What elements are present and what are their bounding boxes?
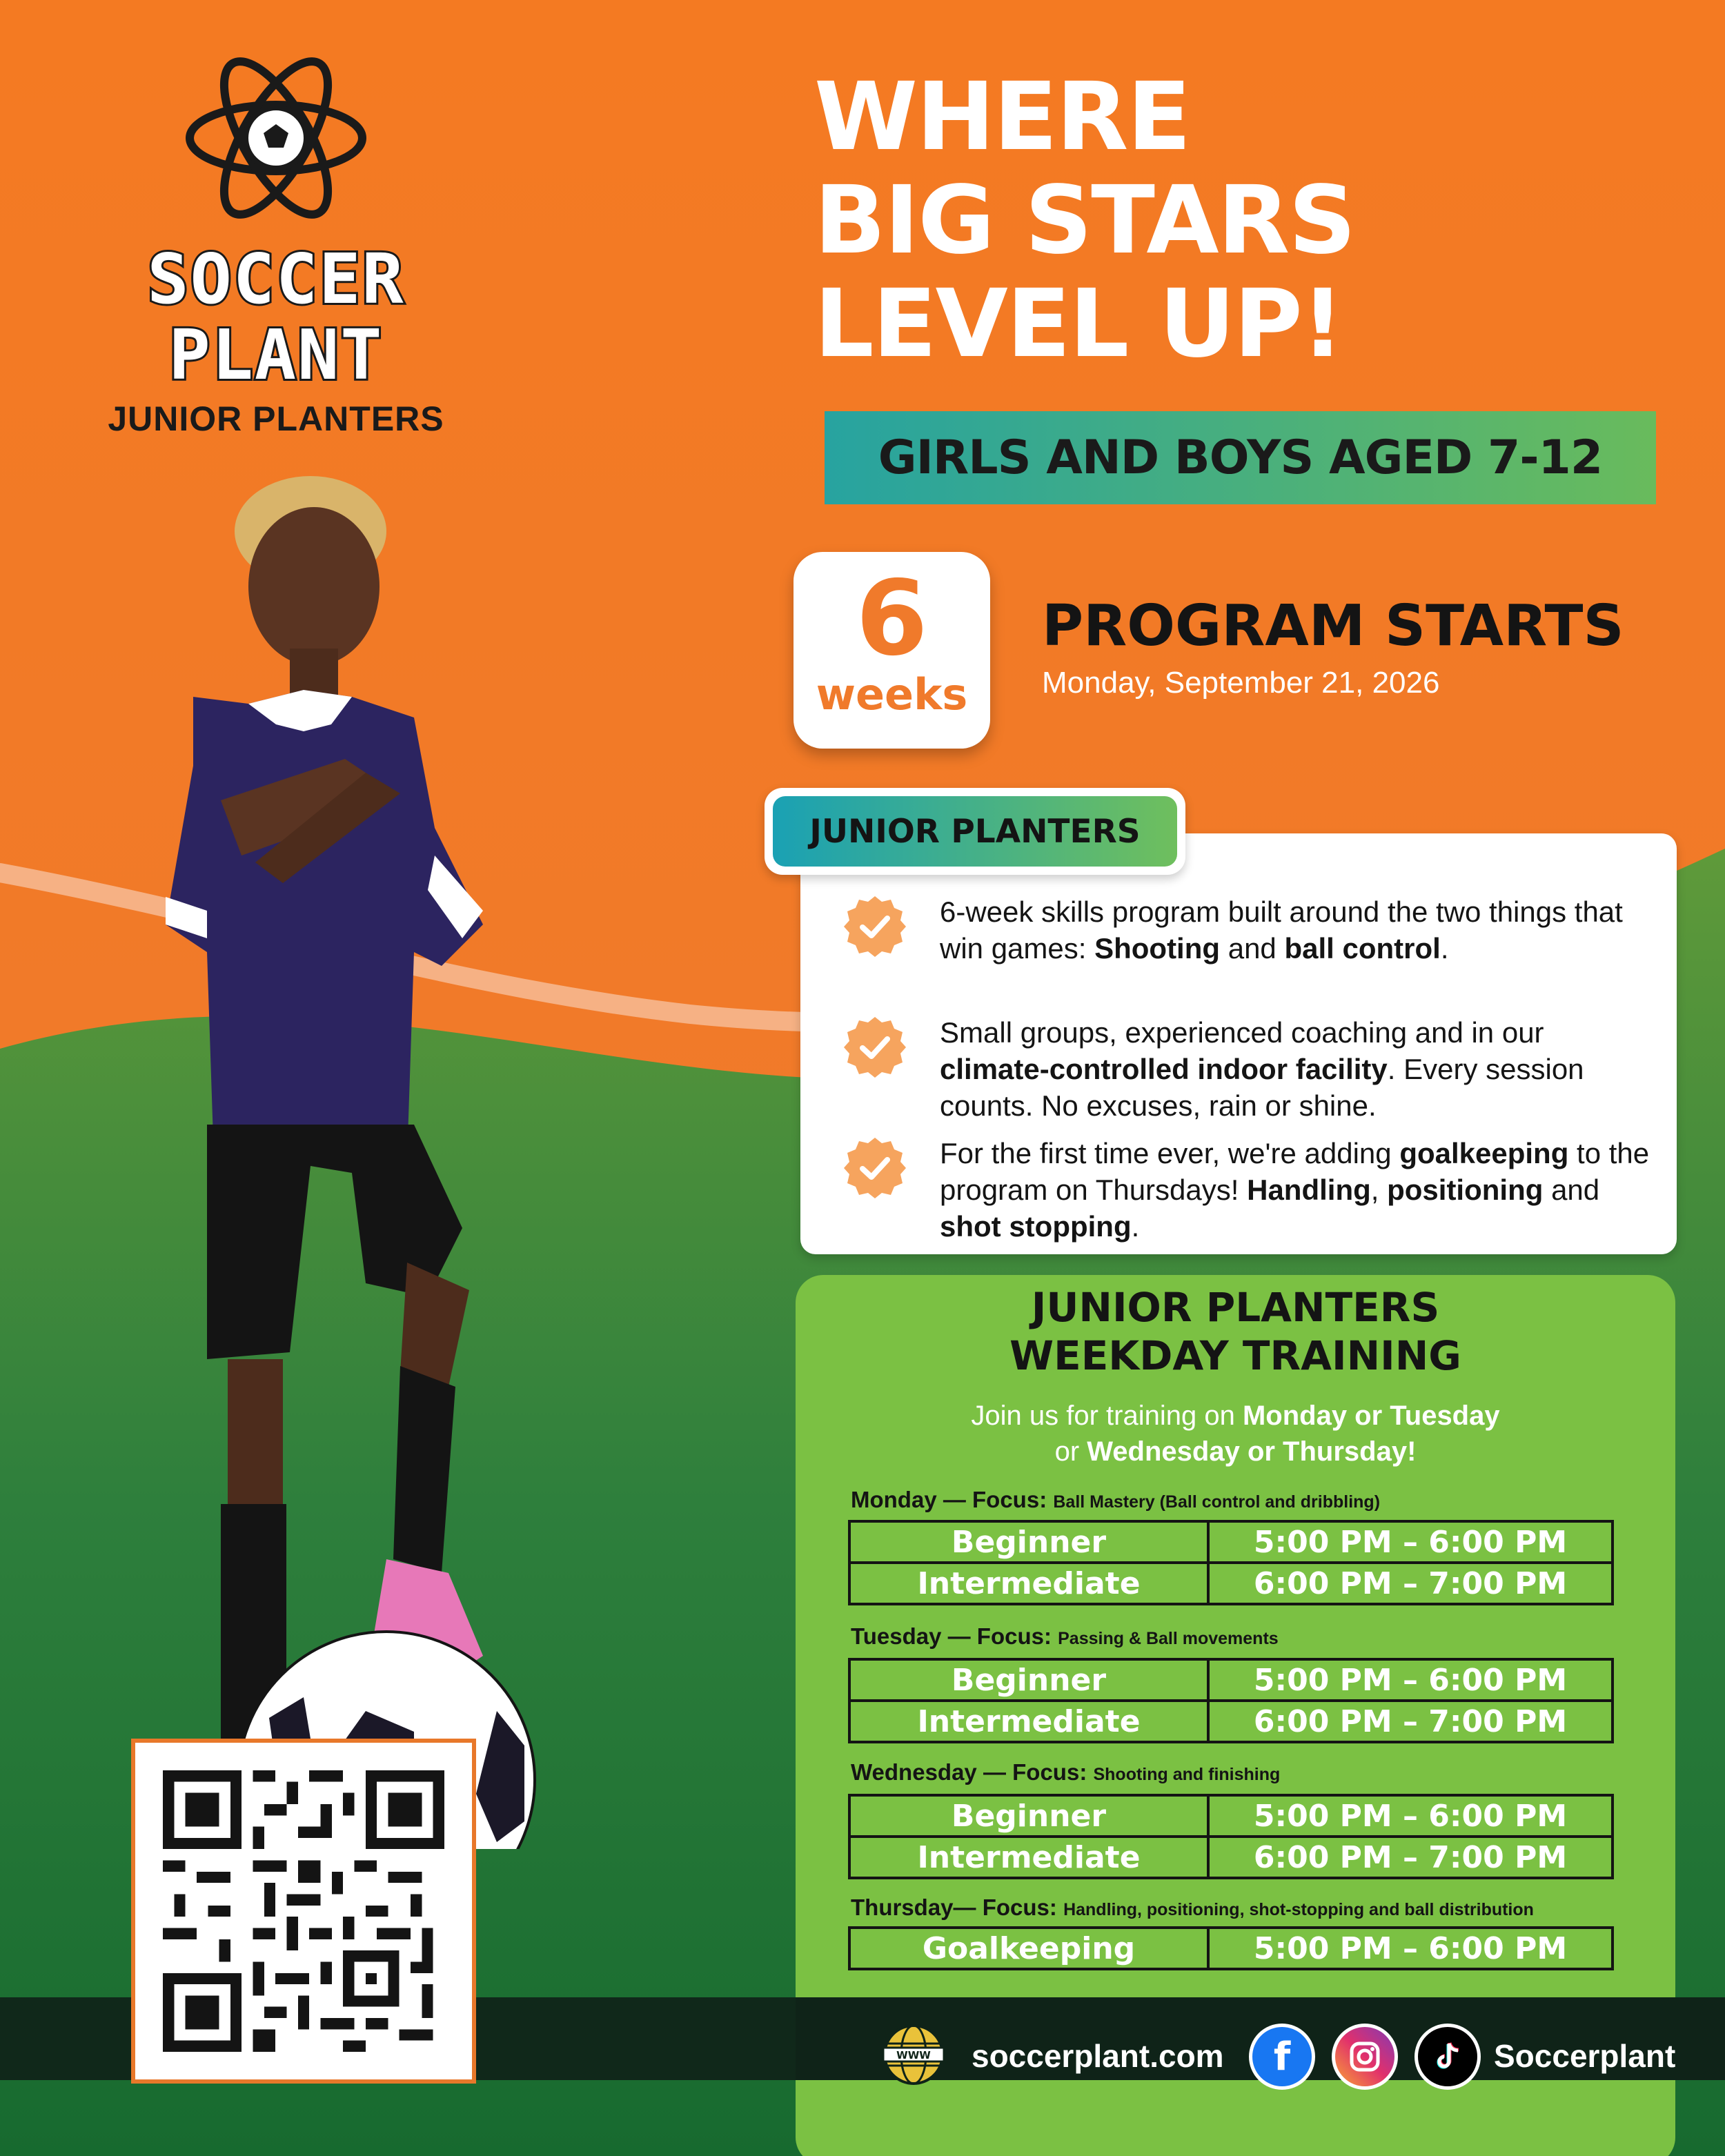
tiktok-icon[interactable]: [1414, 2024, 1481, 2090]
logo: [97, 28, 455, 439]
check-badge-icon: [842, 1014, 908, 1080]
schedule-table-tuesday: [848, 1658, 1614, 1743]
program-starts-date: Monday, September 21, 2026: [1042, 666, 1440, 700]
check-badge-icon: [842, 1135, 908, 1201]
weeks-badge: [793, 552, 990, 749]
bullet-text: Small groups, experienced coaching and in our climate-controlled indoor facility. Every session counts. No excuses, rain or shine.: [940, 1016, 1584, 1122]
age-banner-text: GIRLS AND BOYS AGED 7-12: [878, 431, 1603, 485]
table-row: Intermediate 6:00 PM – 7:00 PM: [849, 1701, 1613, 1742]
bullet-text: For the first time ever, we're adding goalkeeping to the program on Thursdays! Handling, positioning and shot stopping.: [940, 1137, 1650, 1243]
atom-ball-icon: [179, 28, 373, 241]
instagram-icon[interactable]: [1332, 2024, 1398, 2090]
table-row: Beginner 5:00 PM – 6:00 PM: [849, 1521, 1613, 1563]
qr-code-graphic: [163, 1770, 444, 2052]
junior-planters-tab-label: JUNIOR PLANTERS: [809, 812, 1141, 851]
day-label-thursday: Thursday— Focus: Handling, positioning, shot-stopping and ball distribution: [851, 1895, 1534, 1920]
instagram-glyph: [1348, 2039, 1382, 2074]
bullet-text: 6-week skills program built around the two things that win games: Shooting and ball control.: [940, 896, 1623, 965]
headline: [814, 63, 1677, 379]
logo-line-1: SOCCER: [147, 239, 405, 319]
qr-code[interactable]: [131, 1739, 476, 2084]
junior-planters-tab: [765, 788, 1185, 875]
training-title: JUNIOR PLANTERS WEEKDAY TRAINING: [1009, 1284, 1461, 1379]
logo-line-2: PLANT: [168, 315, 384, 395]
table-row: Intermediate 6:00 PM – 7:00 PM: [849, 1563, 1613, 1604]
check-badge-icon: [842, 893, 908, 960]
training-intro: Join us for training on Monday or Tuesday or Wednesday or Thursday!: [971, 1401, 1500, 1467]
player-photo: [138, 469, 635, 1849]
tiktok-glyph: [1430, 2039, 1465, 2074]
table-row: Beginner 5:00 PM – 6:00 PM: [849, 1795, 1613, 1837]
headline-line-2: BIG STARS: [814, 166, 1355, 275]
social-handle[interactable]: Soccerplant: [1494, 2038, 1676, 2074]
schedule-table-monday: [848, 1520, 1614, 1605]
weeks-label: weeks: [816, 669, 968, 720]
table-row: Intermediate 6:00 PM – 7:00 PM: [849, 1837, 1613, 1878]
headline-line-1: WHERE: [814, 63, 1190, 172]
facebook-icon[interactable]: f: [1249, 2024, 1315, 2090]
schedule-table-thursday: [848, 1926, 1614, 1970]
logo-tagline: JUNIOR PLANTERS: [108, 399, 444, 438]
day-label-wednesday: Wednesday — Focus: Shooting and finishing: [851, 1759, 1281, 1785]
headline-line-3: LEVEL UP!: [814, 270, 1343, 379]
day-label-tuesday: Tuesday — Focus: Passing & Ball movements: [851, 1623, 1279, 1649]
day-label-monday: Monday — Focus: Ball Mastery (Ball control and dribbling): [851, 1487, 1381, 1512]
age-banner: [825, 411, 1656, 504]
weeks-number: 6: [856, 559, 928, 679]
program-starts-title: PROGRAM STARTS: [1042, 593, 1624, 659]
table-row: Goalkeeping 5:00 PM – 6:00 PM: [849, 1928, 1613, 1969]
www-icon-label: WWW: [896, 2049, 931, 2061]
globe-www-icon: [880, 2021, 947, 2088]
schedule-table-wednesday: [848, 1794, 1614, 1879]
website-link[interactable]: soccerplant.com: [972, 2038, 1224, 2074]
table-row: Beginner 5:00 PM – 6:00 PM: [849, 1659, 1613, 1701]
